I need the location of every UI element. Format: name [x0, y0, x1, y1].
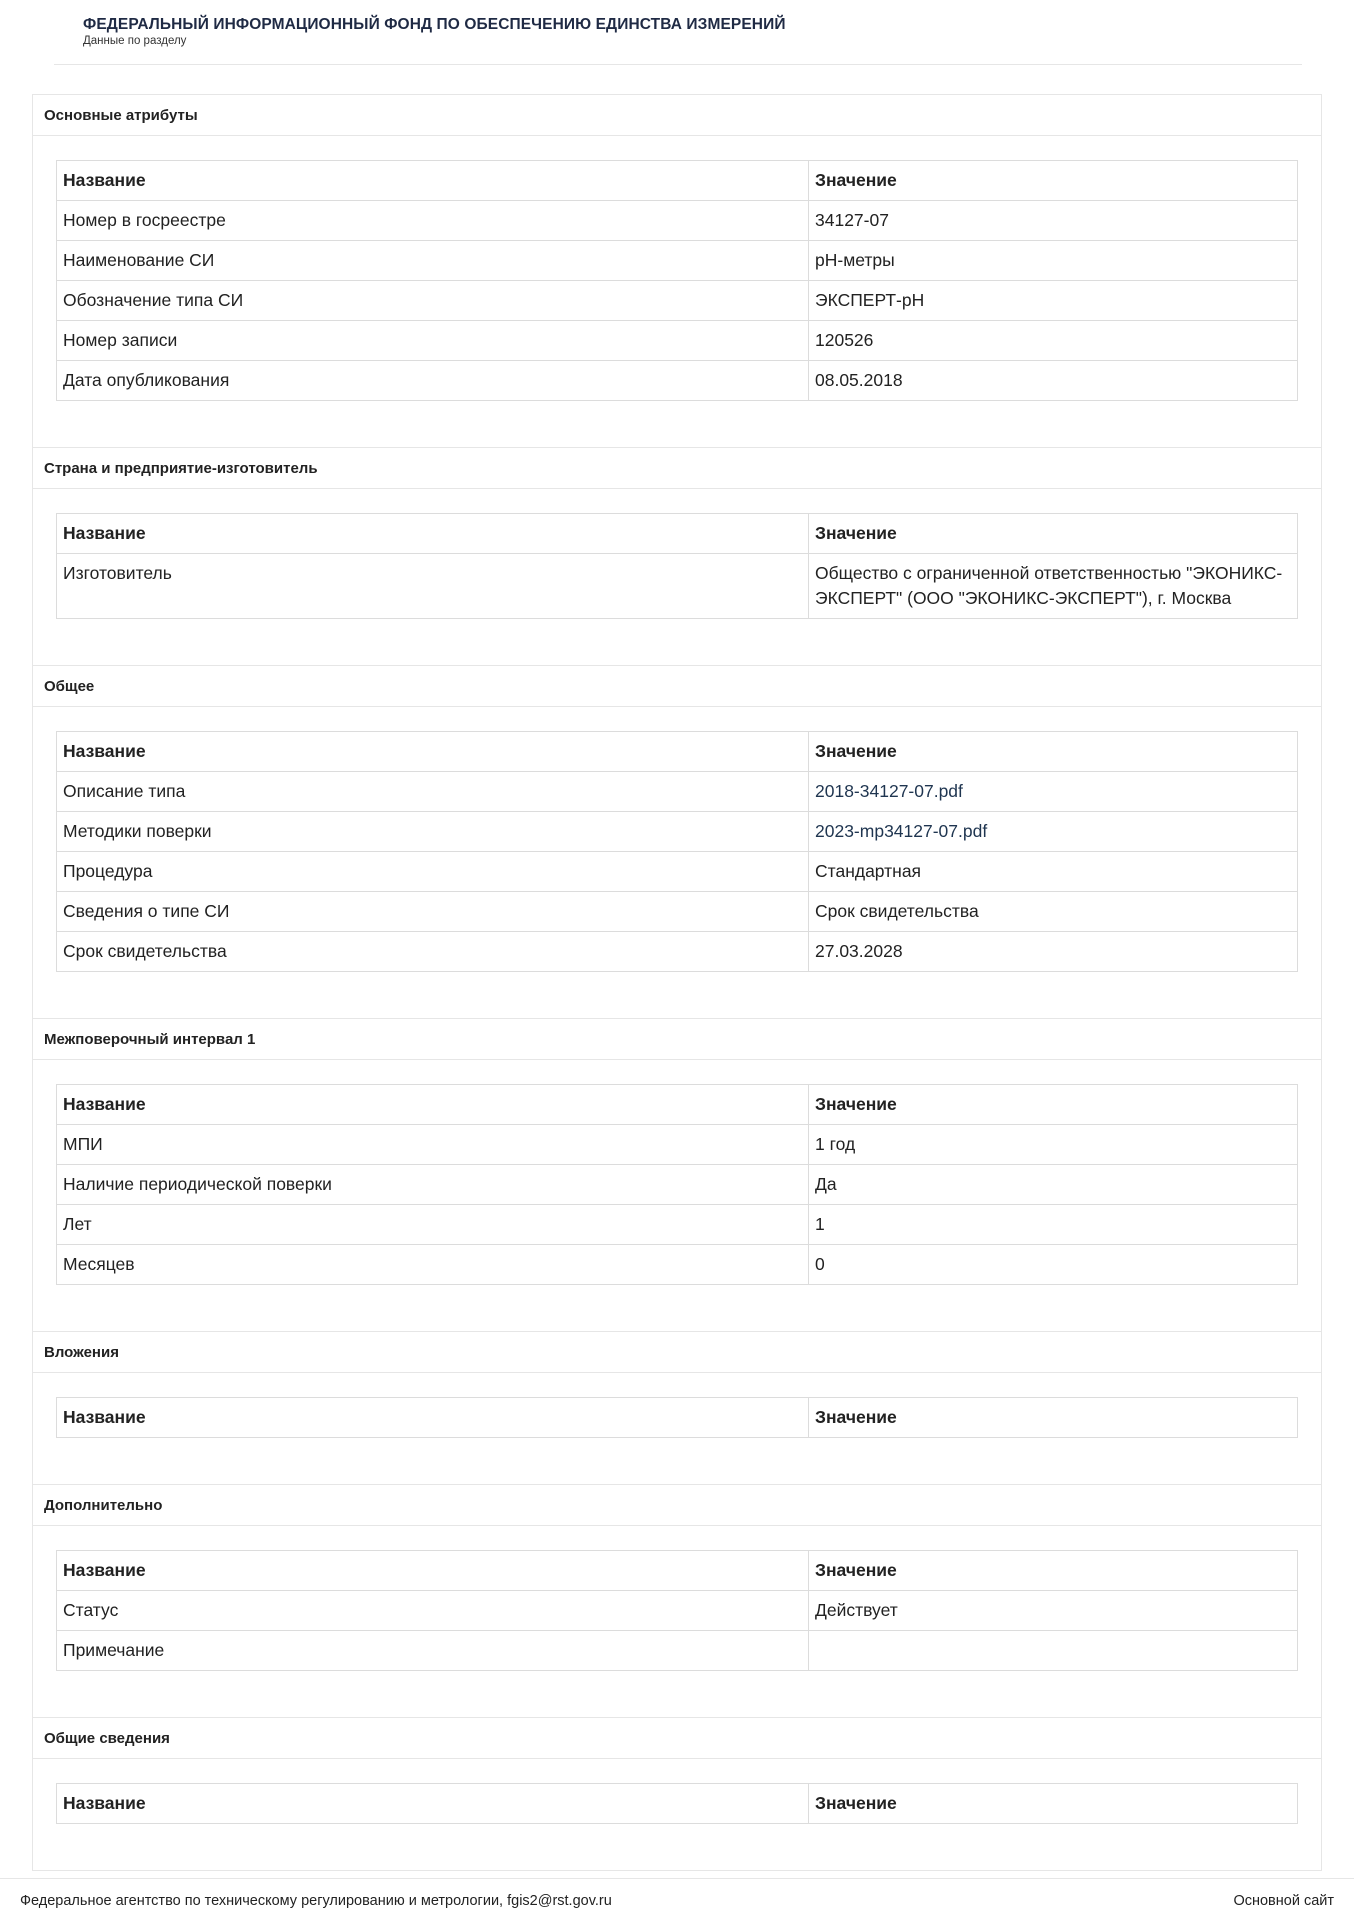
row-value: pH-метры [809, 241, 1298, 281]
table-header-row [57, 732, 1298, 772]
column-header-value: Значение [809, 732, 1298, 772]
table-row [57, 852, 1298, 892]
table-row [57, 1125, 1298, 1165]
section-title: Общее [33, 666, 1321, 707]
section-verification-interval [32, 1018, 1322, 1331]
row-value: Да [809, 1165, 1298, 1205]
column-header-value: Значение [809, 1085, 1298, 1125]
section-title: Основные атрибуты [33, 95, 1321, 136]
column-header-name: Название [57, 1784, 809, 1824]
section-attachments [32, 1331, 1322, 1484]
column-header-name: Название [57, 732, 809, 772]
row-name: Номер в госреестре [57, 201, 809, 241]
column-header-value: Значение [809, 1784, 1298, 1824]
section-general-info [32, 1717, 1322, 1871]
section-additional [32, 1484, 1322, 1717]
column-header-name: Название [57, 161, 809, 201]
row-name: Лет [57, 1205, 809, 1245]
table-row [57, 1165, 1298, 1205]
table-row [57, 892, 1298, 932]
column-header-value: Значение [809, 1398, 1298, 1438]
table-row [57, 361, 1298, 401]
type-description-link[interactable]: 2018-34127-07.pdf [815, 781, 963, 801]
row-value: 1 год [809, 1125, 1298, 1165]
row-value [809, 1631, 1298, 1671]
manufacturer-table [56, 513, 1298, 619]
row-name: Обозначение типа СИ [57, 281, 809, 321]
table-row [57, 281, 1298, 321]
general-table [56, 731, 1298, 972]
row-name: Дата опубликования [57, 361, 809, 401]
section-title: Дополнительно [33, 1485, 1321, 1526]
row-name: Наименование СИ [57, 241, 809, 281]
column-header-value: Значение [809, 1551, 1298, 1591]
table-row [57, 1591, 1298, 1631]
page-footer [0, 1878, 1354, 1921]
column-header-value: Значение [809, 161, 1298, 201]
section-title: Вложения [33, 1332, 1321, 1373]
table-row [57, 321, 1298, 361]
column-header-name: Название [57, 1085, 809, 1125]
table-header-row [57, 1784, 1298, 1824]
main-site-link[interactable]: Основной сайт [1233, 1893, 1334, 1909]
interval-table [56, 1084, 1298, 1285]
table-row [57, 1245, 1298, 1285]
table-header-row [57, 161, 1298, 201]
general-info-table [56, 1783, 1298, 1824]
row-name: Месяцев [57, 1245, 809, 1285]
row-name: Номер записи [57, 321, 809, 361]
attachments-table [56, 1397, 1298, 1438]
row-name: Срок свидетельства [57, 932, 809, 972]
row-value: ЭКСПЕРТ-pH [809, 281, 1298, 321]
additional-table [56, 1550, 1298, 1671]
row-value: Стандартная [809, 852, 1298, 892]
table-header-row [57, 1551, 1298, 1591]
row-name: Сведения о типе СИ [57, 892, 809, 932]
table-row [57, 812, 1298, 852]
table-row [57, 932, 1298, 972]
page-subtitle: Данные по разделу [83, 35, 187, 47]
section-title: Страна и предприятие-изготовитель [33, 448, 1321, 489]
footer-agency-info: Федеральное агентство по техническому регулированию и метрологии, fgis2@rst.gov.ru [20, 1893, 612, 1909]
table-row [57, 241, 1298, 281]
section-title: Межповерочный интервал 1 [33, 1019, 1321, 1060]
row-name: Процедура [57, 852, 809, 892]
section-title: Общие сведения [33, 1718, 1321, 1759]
table-header-row [57, 514, 1298, 554]
table-row [57, 1631, 1298, 1671]
row-value: 120526 [809, 321, 1298, 361]
page-title: ФЕДЕРАЛЬНЫЙ ИНФОРМАЦИОННЫЙ ФОНД ПО ОБЕСПЕЧЕНИЮ ЕДИНСТВА ИЗМЕРЕНИЙ [83, 16, 786, 33]
table-row [57, 201, 1298, 241]
table-row [57, 1205, 1298, 1245]
row-name: МПИ [57, 1125, 809, 1165]
row-name: Изготовитель [57, 554, 809, 619]
row-name: Методики поверки [57, 812, 809, 852]
table-header-row [57, 1085, 1298, 1125]
row-name: Наличие периодической поверки [57, 1165, 809, 1205]
attributes-table [56, 160, 1298, 401]
page-header [54, 0, 1302, 65]
table-row [57, 772, 1298, 812]
row-value: Действует [809, 1591, 1298, 1631]
row-value: 27.03.2028 [809, 932, 1298, 972]
sections-container [32, 94, 1322, 1871]
section-main-attributes [32, 94, 1322, 447]
section-general [32, 665, 1322, 1018]
row-value: 08.05.2018 [809, 361, 1298, 401]
row-value: 0 [809, 1245, 1298, 1285]
row-value: 1 [809, 1205, 1298, 1245]
verification-method-link[interactable]: 2023-mp34127-07.pdf [815, 821, 988, 841]
table-row [57, 554, 1298, 619]
row-name: Примечание [57, 1631, 809, 1671]
table-header-row [57, 1398, 1298, 1438]
column-header-name: Название [57, 514, 809, 554]
column-header-value: Значение [809, 514, 1298, 554]
column-header-name: Название [57, 1398, 809, 1438]
row-value: Общество с ограниченной ответственностью "ЭКОНИКС-ЭКСПЕРТ" (ООО "ЭКОНИКС-ЭКСПЕРТ"), г. Москва [809, 554, 1298, 619]
row-value: Срок свидетельства [809, 892, 1298, 932]
row-value: 34127-07 [809, 201, 1298, 241]
row-name: Описание типа [57, 772, 809, 812]
section-manufacturer [32, 447, 1322, 665]
column-header-name: Название [57, 1551, 809, 1591]
row-name: Статус [57, 1591, 809, 1631]
